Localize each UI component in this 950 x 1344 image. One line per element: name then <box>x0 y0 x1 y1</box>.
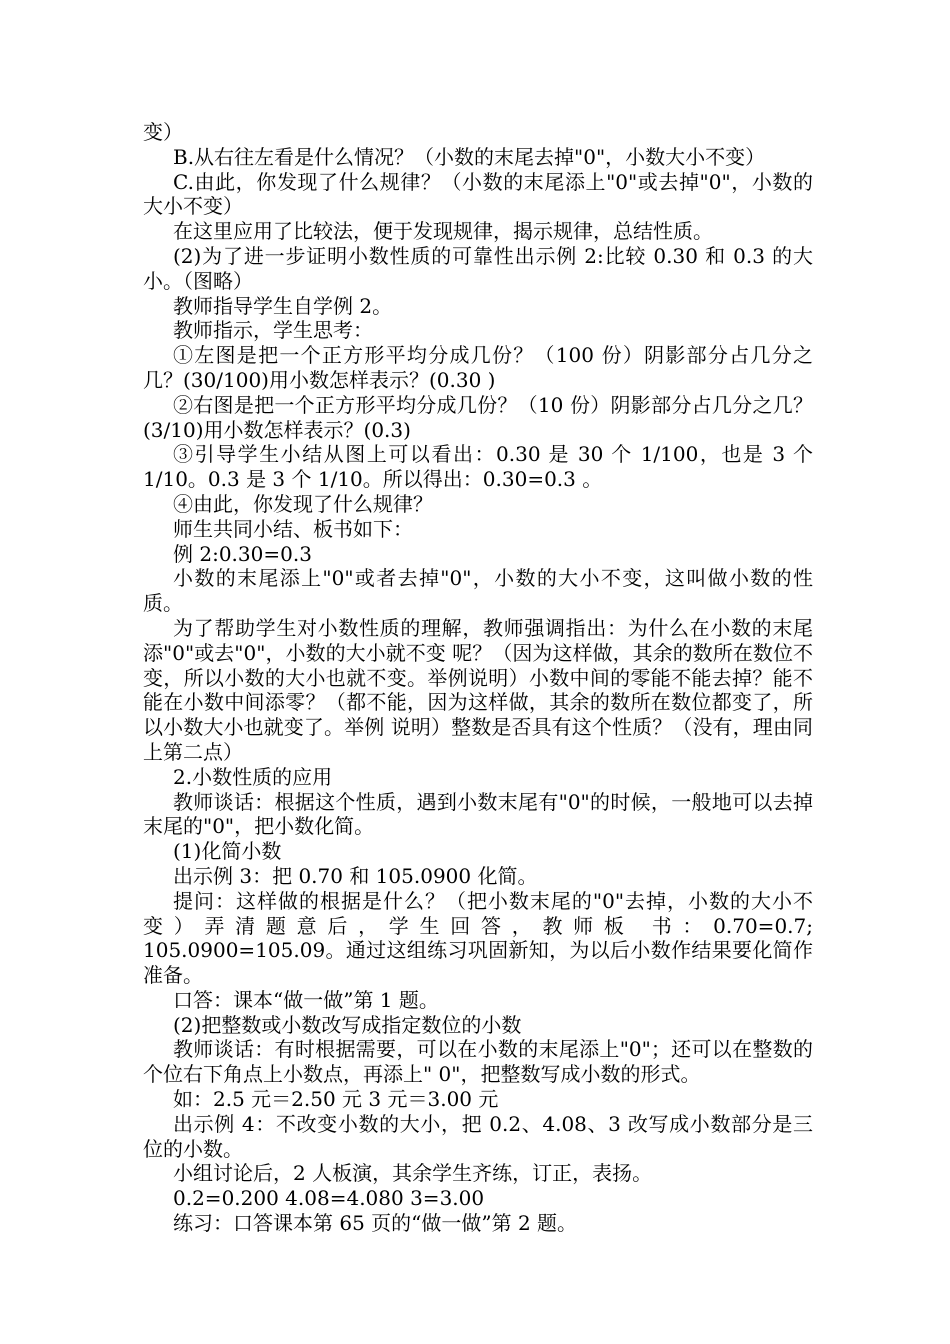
paragraph: B.从右往左看是什么情况？（小数的末尾去掉"0"，小数大小不变） <box>173 144 766 169</box>
paragraph: 提问：这样做的根据是什么？（把小数末尾的"0"去掉，小数的大小不变）弄清题意后，学生回答，教师板 书：0.70=0.7; 105.0900=105.09。通过这组练习巩固新知，为以后小数作结果要化简作准备。 <box>143 888 813 988</box>
paragraph: ①左图是把一个正方形平均分成几份？（100 份）阴影部分占几分之几？(30/100)用小数怎样表示？(0.30 ) <box>143 343 813 392</box>
paragraph: 教师指导学生自学例 2。 <box>173 293 393 318</box>
paragraph: 例 2:0.30=0.3 <box>173 541 312 566</box>
section-heading: 2.小数性质的应用 <box>173 764 333 789</box>
paragraph: 出示例 4：不改变小数的大小，把 0.2、4.08、3 改写成小数部分是三位的小数。 <box>143 1111 813 1161</box>
section-heading: (2)把整数或小数改写成指定数位的小数 <box>173 1012 522 1037</box>
paragraph: ②右图是把一个正方形平均分成几份？（10 份）阴影部分占几分之几？(3/10)用小数怎样表示？(0.3) <box>143 392 813 442</box>
paragraph: 小数的末尾添上"0"或者去掉"0"，小数的大小不变，这叫做小数的性质。 <box>143 566 813 616</box>
paragraph: 练习：口答课本第 65 页的“做一做”第 2 题。 <box>173 1211 578 1236</box>
paragraph: 小组讨论后，2 人板演，其余学生齐练，订正，表扬。 <box>173 1161 653 1186</box>
paragraph: 在这里应用了比较法，便于发现规律，揭示规律，总结性质。 <box>173 219 713 244</box>
paragraph: 变） <box>143 120 183 144</box>
paragraph: 教师谈话：有时根据需要，可以在小数的末尾添上"0"；还可以在整数的个位右下角点上小数点，再添上" 0"，把整数写成小数的形式。 <box>143 1037 813 1087</box>
paragraph: ④由此，你发现了什么规律？ <box>173 491 433 516</box>
paragraph: 教师谈话：根据这个性质，遇到小数末尾有"0"的时候，一般地可以去掉末尾的"0"，把小数化简。 <box>143 789 813 839</box>
paragraph: 为了帮助学生对小数性质的理解，教师强调指出：为什么在小数的末尾添"0"或去"0"，小数的大小就不变 呢？（因为这样做，其余的数所在数位不变，所以小数的大小也就不变。举例说明）小数中间的零能不能去掉？能不能在小数中间添零？（都不能，因为这样做，其余的数所在数位都变了，所以小数大小也就变了。举例 说明）整数是否具有这个性质？（没有，理由同上第二点） <box>143 615 813 764</box>
paragraph: 出示例 3：把 0.70 和 105.0900 化简。 <box>173 863 538 888</box>
paragraph: 教师指示，学生思考： <box>173 318 373 343</box>
paragraph: 0.2=0.200 4.08=4.080 3=3.00 <box>173 1186 485 1211</box>
paragraph: 师生共同小结、板书如下： <box>173 516 413 541</box>
paragraph: 口答：课本“做一做”第 1 题。 <box>173 987 439 1012</box>
section-heading: (1)化简小数 <box>173 839 282 864</box>
paragraph: 如：2.5 元＝2.50 元 3 元＝3.00 元 <box>173 1087 499 1112</box>
paragraph: C.由此，你发现了什么规律？（小数的末尾添上"0"或去掉"0"，小数的大小不变） <box>143 169 813 219</box>
paragraph: ③引导学生小结从图上可以看出：0.30 是 30 个 1/100，也是 3 个 1/10。0.3 是 3 个 1/10。所以得出：0.30=0.3 。 <box>143 442 813 492</box>
paragraph: (2)为了进一步证明小数性质的可靠性出示例 2:比较 0.30 和 0.3 的大小。（图略） <box>143 243 813 293</box>
document-body <box>143 120 813 1236</box>
